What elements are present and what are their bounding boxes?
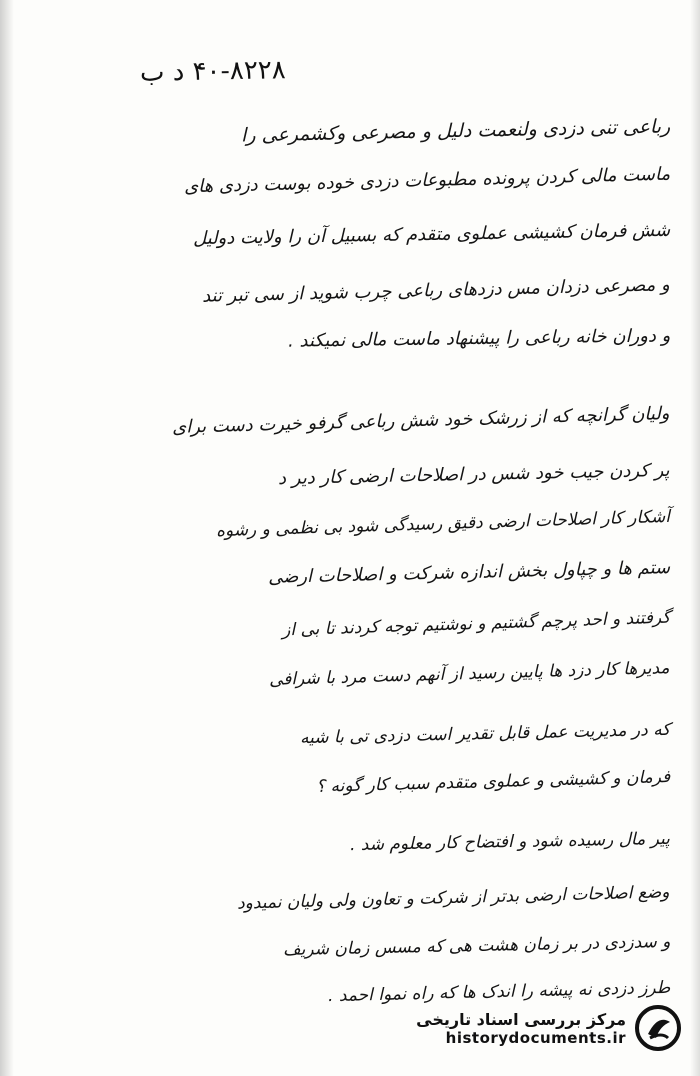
document-number: ۴۰-۸۲۲۸ د ب [139,55,286,88]
text-line: و دوران خانه رباعی را پیشنهاد ماست مالی نمیکند . [287,325,671,352]
text-line: وضع اصلاحات ارضی بدتر از شرکت و تعاون ولی ولیان نمیدود [237,882,671,914]
text-line: آشکار کار اصلاحات ارضی دقیق رسیدگی شود بی نظمی و رشوه [215,506,671,542]
archive-watermark [382,998,682,1058]
text-line: رباعی تنی دزدی ولنعمت دلیل و مصرعی وکشمرعی را [240,115,671,147]
text-line: و سدزدی در بر زمان هشت هی که مسس زمان شریف [282,931,671,961]
text-line: ولیان گرانچه که از زرشک خود شش رباعی گرفو خیرت دست برای [172,403,671,438]
text-line: پر کردن جیب خود شس در اصلاحات ارضی کار دیر د [278,459,671,490]
text-line: ماست مالی کردن پرونده مطبوعات دزدی خوده بوست دزدی های [183,163,671,198]
text-line: شش فرمان کشیشی عملوی متقدم که بسبیل آن را ولایت دولیل [192,219,671,250]
center-logo-icon [634,1004,682,1052]
text-line: گرفتند و احد پرچم گشتیم و نوشتیم توجه کردند تا بی از [281,607,671,641]
text-line: فرمان و کشیشی و عملوی متقدم سبب کار گونه ؟ [315,767,671,797]
text-line: طرز دزدی نه پیشه را اندک ها که راه نموا احمد . [327,977,671,1007]
watermark-text [416,1010,626,1047]
watermark-url: historydocuments.ir [445,1028,626,1047]
text-line: مدیرها کار دزد ها پایین رسید از آنهم دست مرد با شرافی [269,658,671,690]
text-line: پیر مال رسیده شود و افتضاح کار معلوم شد . [349,828,671,856]
text-line: که در مدیریت عمل قابل تقدیر است دزدی تی با شیه [299,719,671,749]
watermark-organization: مرکز بررسی اسناد تاریخی [416,1009,626,1029]
text-line: و مصرعی دزدان مس دزدهای رباعی چرب شوید از سی تبر تند [202,274,671,307]
text-line: ستم ها و چپاول بخش اندازه شرکت و اصلاحات ارضی [267,557,671,588]
